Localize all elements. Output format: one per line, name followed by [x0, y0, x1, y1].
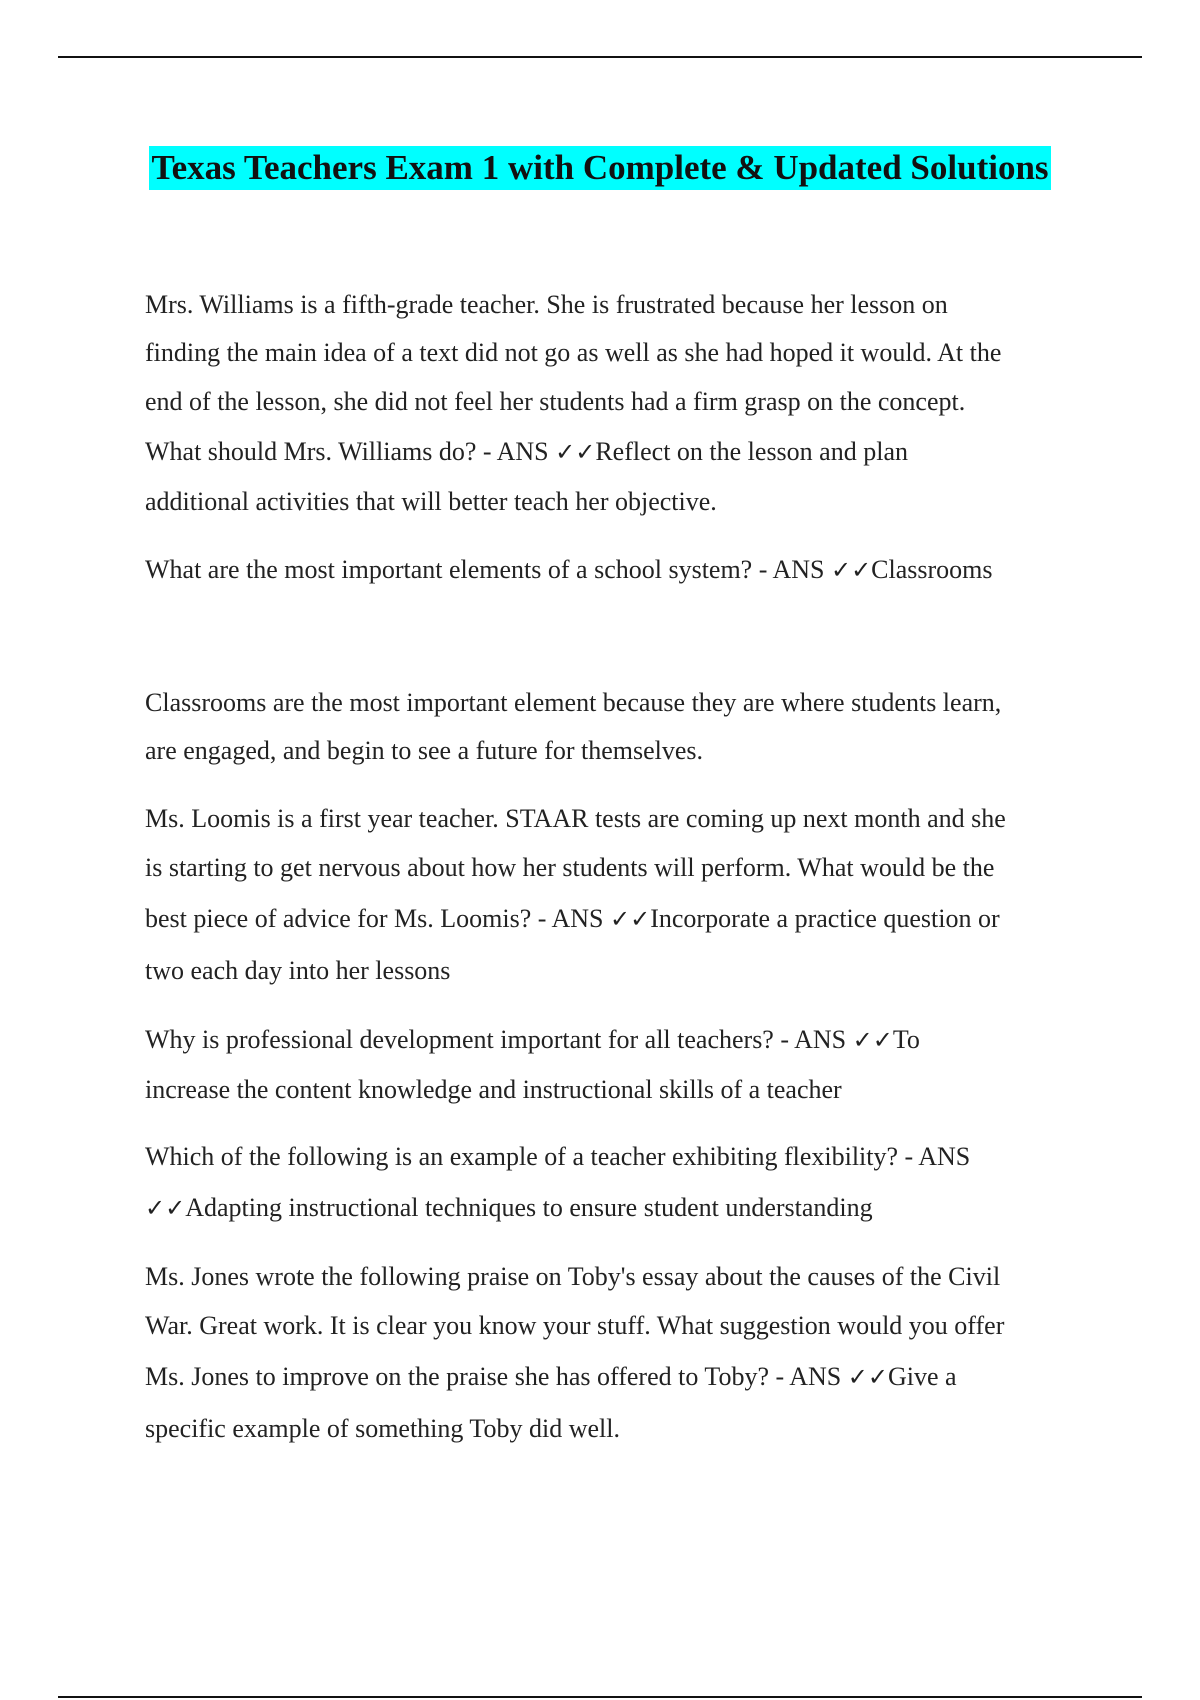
- double-checkmark-icon: ✓✓: [847, 1363, 888, 1391]
- double-checkmark-icon: ✓✓: [852, 1026, 893, 1054]
- answer-text: Incorporate a practice question or: [650, 904, 1000, 933]
- document-title: Texas Teachers Exam 1 with Complete & Updated Solutions: [149, 146, 1050, 190]
- question-answer-line: [145, 1015, 1100, 1065]
- question-answer-line: [145, 893, 1100, 945]
- question-text: Which of the following is an example of a teacher exhibiting flexibility? - ANS: [145, 1142, 971, 1171]
- text-line: War. Great work. It is clear you know your stuff. What suggestion would you offer: [145, 1311, 1005, 1340]
- header-rule: [58, 56, 1142, 58]
- question-text: Ms. Jones to improve on the praise she has offered to Toby? - ANS: [145, 1362, 848, 1391]
- footer-rule: [58, 1696, 1142, 1698]
- explanation-block: [145, 679, 1100, 775]
- qa-block-5: [145, 1132, 1100, 1234]
- qa-block-6: [145, 1253, 1100, 1455]
- double-checkmark-icon: ✓✓: [610, 905, 651, 933]
- text-line: finding the main idea of a text did not go as well as she had hoped it would. At the: [145, 338, 1002, 367]
- answer-text: additional activities that will better teach her objective.: [145, 487, 717, 516]
- text-line: end of the lesson, she did not feel her students had a firm grasp on the concept.: [145, 387, 966, 416]
- text-line: is starting to get nervous about how her students will perform. What would be the: [145, 853, 995, 882]
- answer-text: Classrooms: [871, 555, 993, 584]
- text-line: Ms. Loomis is a first year teacher. STAAR tests are coming up next month and she: [145, 804, 1006, 833]
- answer-text: two each day into her lessons: [145, 956, 451, 985]
- text-line: Classrooms are the most important element because they are where students learn,: [145, 688, 1002, 717]
- question-answer-line: [145, 427, 1100, 477]
- qa-block-2: [145, 546, 1100, 594]
- answer-text: Reflect on the lesson and plan: [595, 437, 908, 466]
- double-checkmark-icon: ✓✓: [145, 1194, 186, 1222]
- answer-text: To: [892, 1025, 920, 1054]
- double-checkmark-icon: ✓✓: [555, 438, 596, 466]
- answer-text: increase the content knowledge and instructional skills of a teacher: [145, 1075, 842, 1104]
- question-text: Why is professional development important for all teachers? - ANS: [145, 1025, 853, 1054]
- text-line: are engaged, and begin to see a future for themselves.: [145, 736, 704, 765]
- answer-text: Adapting instructional techniques to ensure student understanding: [185, 1193, 873, 1222]
- question-text: What should Mrs. Williams do? - ANS: [145, 437, 556, 466]
- question-text: best piece of advice for Ms. Loomis? - ANS: [145, 904, 611, 933]
- text-line: Ms. Jones wrote the following praise on Toby's essay about the causes of the Civil: [145, 1262, 1001, 1291]
- title-wrapper: [0, 146, 1200, 190]
- answer-text: specific example of something Toby did well.: [145, 1414, 620, 1443]
- question-text: What are the most important elements of a school system? - ANS: [145, 555, 831, 584]
- question-answer-line: [145, 546, 1100, 594]
- qa-block-3: [145, 795, 1100, 997]
- double-checkmark-icon: ✓✓: [830, 556, 872, 584]
- answer-text: Give a: [887, 1362, 957, 1391]
- qa-block-1: [145, 281, 1100, 527]
- text-line: Mrs. Williams is a fifth-grade teacher. She is frustrated because her lesson on: [145, 290, 948, 319]
- qa-block-4: [145, 1015, 1100, 1115]
- answer-line: [145, 1182, 1100, 1234]
- question-answer-line: [145, 1351, 1100, 1403]
